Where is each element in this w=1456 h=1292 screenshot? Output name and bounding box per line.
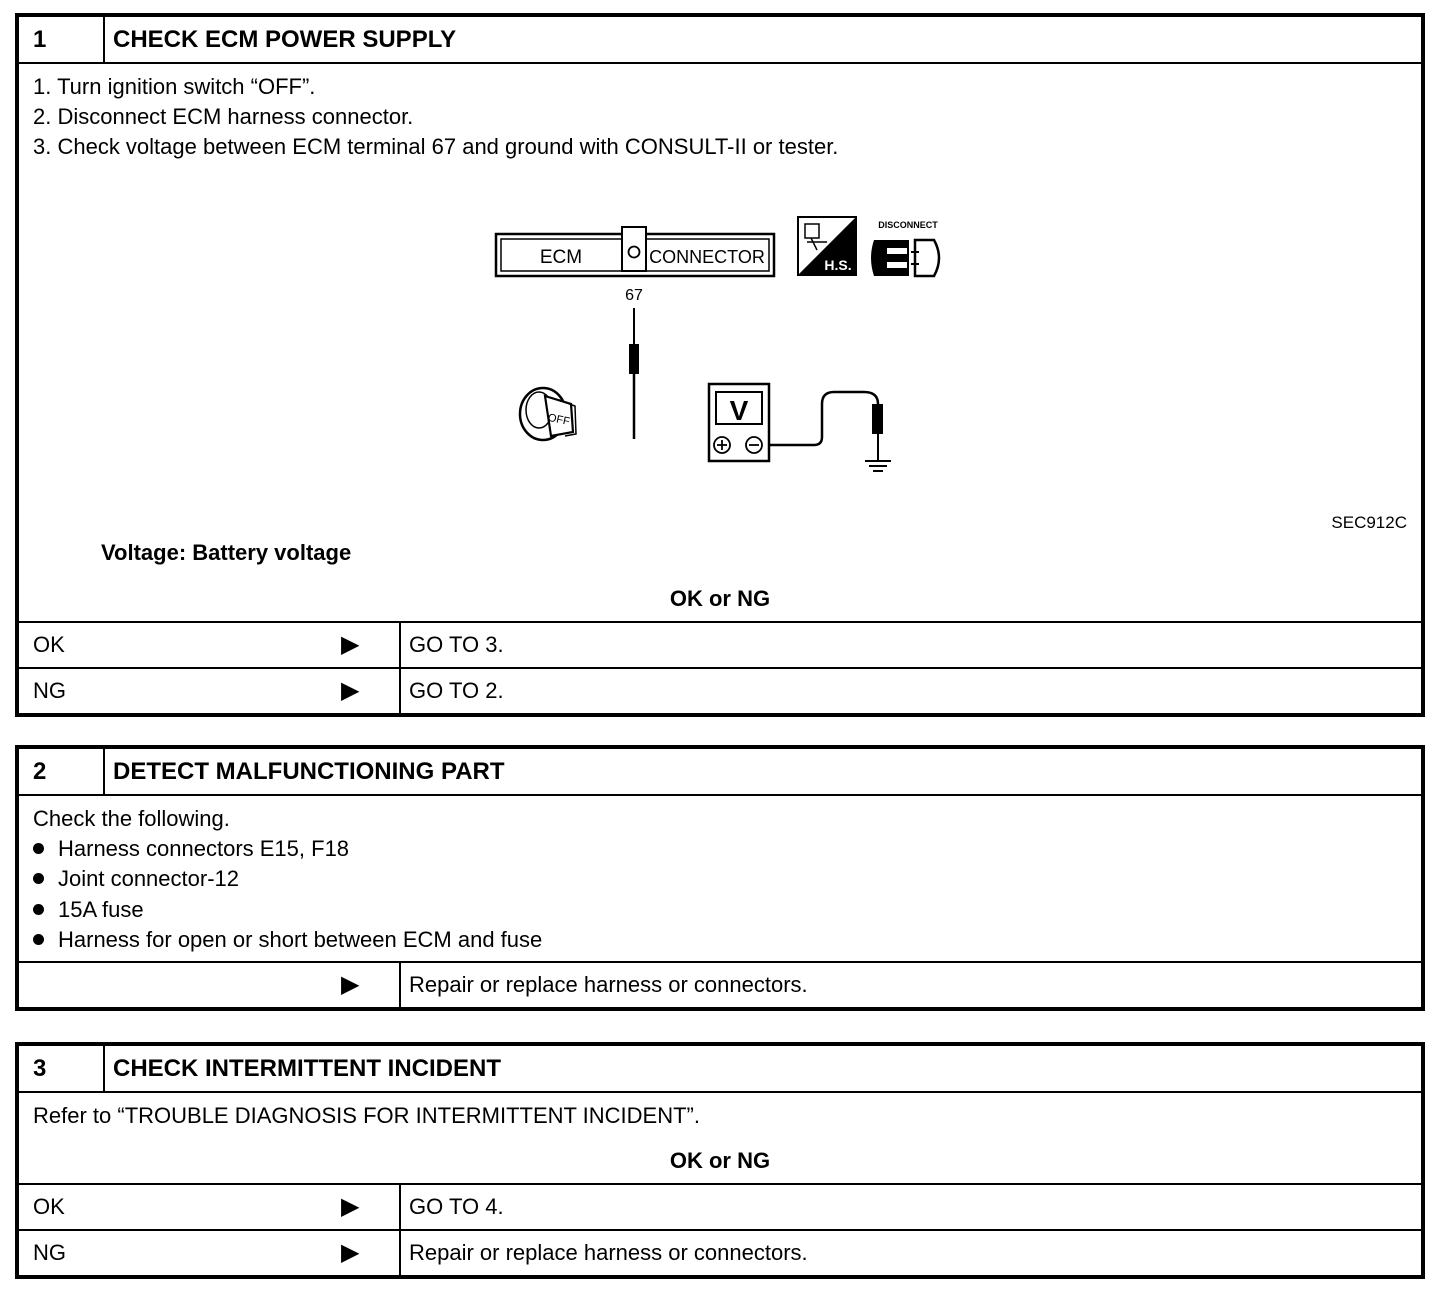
check-item: Joint connector-12 — [33, 866, 239, 892]
result-row — [19, 621, 1421, 667]
result-condition: NG — [33, 1240, 66, 1265]
result-action: GO TO 2. — [409, 678, 504, 703]
step-1-header — [19, 17, 1421, 64]
instruction-2: 2. Disconnect ECM harness connector. — [33, 104, 414, 129]
arrow-right-icon: ▶ — [341, 971, 360, 998]
step-2 — [15, 745, 1425, 1011]
instruction-1: 1. Turn ignition switch “OFF”. — [33, 74, 316, 99]
step-2-body — [19, 796, 1421, 961]
arrow-right-icon: ▶ — [341, 631, 360, 658]
step-2-header — [19, 749, 1421, 796]
result-action: GO TO 3. — [409, 632, 504, 657]
arrow-right-icon: ▶ — [341, 677, 360, 704]
result-action: Repair or replace harness or connectors. — [409, 972, 808, 997]
step-title: CHECK ECM POWER SUPPLY — [113, 26, 457, 53]
result-row — [19, 1183, 1421, 1229]
wiring-diagram — [19, 64, 1421, 621]
result-action: GO TO 4. — [409, 1194, 504, 1219]
check-item: Harness for open or short between ECM and fuse — [33, 927, 542, 953]
result-condition: OK — [33, 1194, 65, 1219]
disconnect-icon — [871, 220, 939, 276]
step-3-body — [19, 1093, 1421, 1183]
result-row — [19, 667, 1421, 713]
result-condition: NG — [33, 678, 66, 703]
disconnect-label: DISCONNECT — [878, 220, 938, 230]
ecm-connector — [496, 227, 774, 276]
step-1-body — [19, 64, 1421, 621]
figure-id: SEC912C — [1331, 513, 1407, 532]
voltmeter-icon — [709, 384, 769, 461]
check-item: 15A fuse — [33, 897, 144, 923]
result-action: Repair or replace harness or connectors. — [409, 1240, 808, 1265]
instruction-3: 3. Check voltage between ECM terminal 67 and ground with CONSULT-II or tester. — [33, 134, 839, 159]
arrow-right-icon: ▶ — [341, 1239, 360, 1266]
hs-icon — [798, 217, 856, 275]
result-condition: OK — [33, 632, 65, 657]
result-row — [19, 1229, 1421, 1275]
arrow-right-icon: ▶ — [341, 1193, 360, 1220]
ok-or-ng-label: OK or NG — [669, 1148, 771, 1173]
ignition-key-icon — [520, 388, 576, 440]
key-label: OFF — [546, 411, 571, 429]
step-1 — [15, 13, 1425, 717]
result-row — [19, 961, 1421, 1007]
step-number: 3 — [19, 1046, 105, 1091]
spec-voltage: Voltage: Battery voltage — [101, 540, 352, 565]
intro-text: Check the following. — [33, 806, 230, 831]
meter-label: V — [729, 395, 749, 426]
hs-label: H.S. — [824, 257, 852, 273]
terminal-number: 67 — [625, 287, 643, 304]
intro-text: Refer to “TROUBLE DIAGNOSIS FOR INTERMITTENT INCIDENT”. — [33, 1103, 700, 1128]
ok-or-ng-label: OK or NG — [669, 586, 771, 611]
step-3-header — [19, 1046, 1421, 1093]
step-number: 1 — [19, 17, 105, 62]
connector-label-connector: CONNECTOR — [649, 247, 765, 267]
connector-label-ecm: ECM — [539, 247, 583, 268]
step-title: CHECK INTERMITTENT INCIDENT — [113, 1055, 501, 1082]
step-title: DETECT MALFUNCTIONING PART — [113, 758, 505, 785]
step-3 — [15, 1042, 1425, 1279]
ground-icon — [865, 461, 891, 471]
check-item: Harness connectors E15, F18 — [33, 836, 349, 862]
step-number: 2 — [19, 749, 105, 794]
